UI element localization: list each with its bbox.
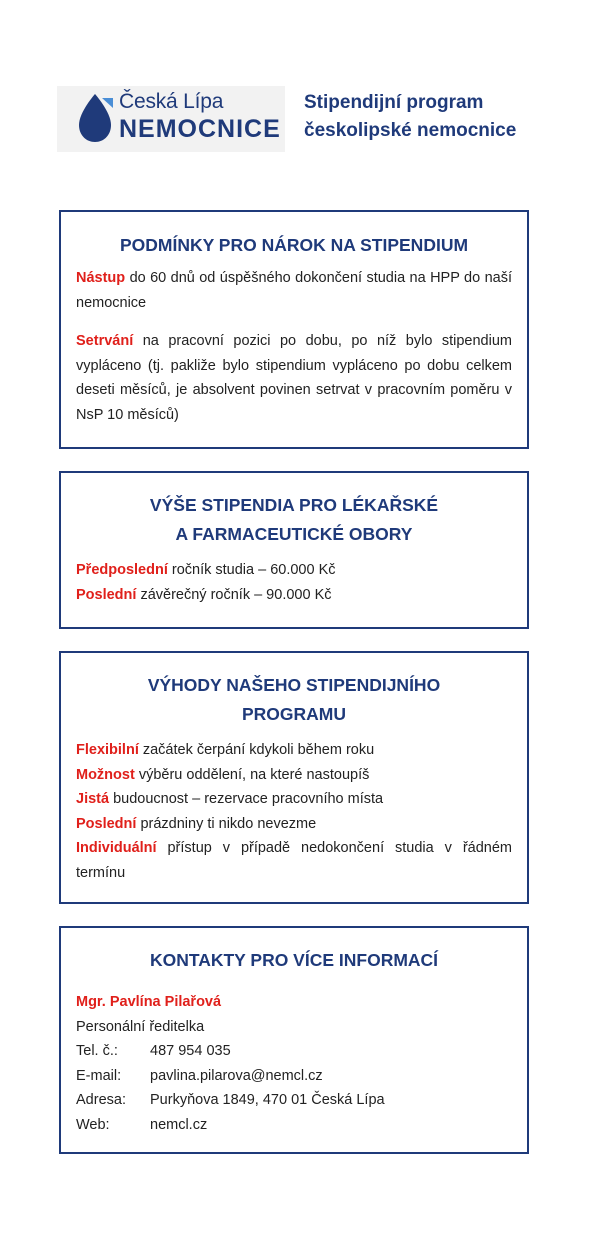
benefit-row-text: prázdniny ti nikdo nevezme (136, 815, 317, 832)
amounts-heading-line1: VÝŠE STIPENDIA PRO LÉKAŘSKÉ (149, 495, 439, 515)
contact-email-row (76, 1064, 512, 1089)
contact-name: Mgr. Pavlína Pilařová (76, 994, 222, 1010)
hospital-logo-icon (75, 92, 115, 144)
amount-row (76, 583, 512, 608)
condition-stay-text: na pracovní pozici po dobu, po níž bylo stipendium vypláceno (tj. pakliže bylo stipendium vypláceno po dobu celkem deseti měsíců, je absolvent povinen setrvat v pracovním poměru v NsP 10 měsíců) (76, 333, 512, 423)
condition-start (76, 266, 512, 315)
amounts-section (59, 471, 529, 629)
contact-address-row (76, 1088, 512, 1113)
benefits-heading-line1: VÝHODY NAŠEHO STIPENDIJNÍHO (147, 675, 441, 695)
contact-email-value: pavlina.pilarova@nemcl.cz (150, 1067, 323, 1084)
condition-start-text: do 60 dnů od úspěšného dokončení studia na HPP do naší nemocnice (76, 270, 512, 311)
contact-web-label: Web: (76, 1116, 110, 1133)
benefit-row (76, 787, 512, 812)
amount-row (76, 558, 512, 583)
conditions-heading: PODMÍNKY PRO NÁROK NA STIPENDIUM (119, 235, 469, 255)
benefit-row-highlight: Poslední (76, 815, 137, 832)
conditions-section (59, 210, 529, 449)
contact-role: Personální ředitelka (76, 1018, 205, 1035)
benefit-row (76, 763, 512, 788)
amount-row-highlight: Poslední (76, 586, 137, 603)
benefit-row (76, 836, 512, 885)
benefits-heading-line2: PROGRAMU (241, 704, 347, 724)
benefit-row-highlight: Možnost (76, 766, 135, 783)
benefit-row-text: budoucnost – rezervace pracovního místa (109, 791, 384, 807)
contact-web-row (76, 1113, 512, 1138)
contacts-heading: KONTAKTY PRO VÍCE INFORMACÍ (149, 950, 439, 970)
page-title (304, 89, 554, 145)
benefit-row (76, 738, 512, 763)
logo-text-hospital: NEMOCNICE (119, 115, 281, 143)
benefit-row (76, 812, 512, 837)
benefits-section (59, 651, 529, 904)
benefit-row-highlight: Flexibilní (76, 742, 139, 758)
contact-address-label: Adresa: (76, 1092, 126, 1108)
logo-text-city: Česká Lípa (119, 90, 224, 113)
contact-email-label: E-mail: (76, 1067, 122, 1084)
amount-row-highlight: Předposlední (76, 562, 168, 578)
condition-stay-highlight: Setrvání (76, 333, 134, 349)
contact-web-value: nemcl.cz (150, 1116, 208, 1133)
benefit-row-text: přístup v případě nedokončení studia v řádném termínu (76, 840, 512, 881)
benefit-row-highlight: Individuální (76, 840, 157, 856)
contact-phone-value: 487 954 035 (150, 1043, 231, 1059)
benefit-row-highlight: Jistá (76, 791, 110, 807)
amount-row-text: závěrečný ročník – 90.000 Kč (136, 586, 332, 603)
benefit-row-text: výběru oddělení, na které nastoupíš (134, 766, 370, 783)
condition-stay (76, 329, 512, 427)
contact-phone-label: Tel. č.: (76, 1043, 118, 1059)
benefit-row-text: začátek čerpání kdykoli během roku (138, 742, 375, 758)
contact-address-value: Purkyňova 1849, 470 01 Česká Lípa (150, 1092, 385, 1108)
hospital-logo (57, 86, 285, 152)
page-title-line1: Stipendijní program (304, 92, 484, 113)
page-title-line2: českolipské nemocnice (304, 120, 517, 141)
amount-row-text: ročník studia – 60.000 Kč (167, 562, 336, 578)
contacts-section (59, 926, 529, 1154)
contact-phone-row (76, 1039, 512, 1064)
amounts-heading-line2: A FARMACEUTICKÉ OBORY (175, 524, 413, 544)
condition-start-highlight: Nástup (76, 270, 126, 286)
